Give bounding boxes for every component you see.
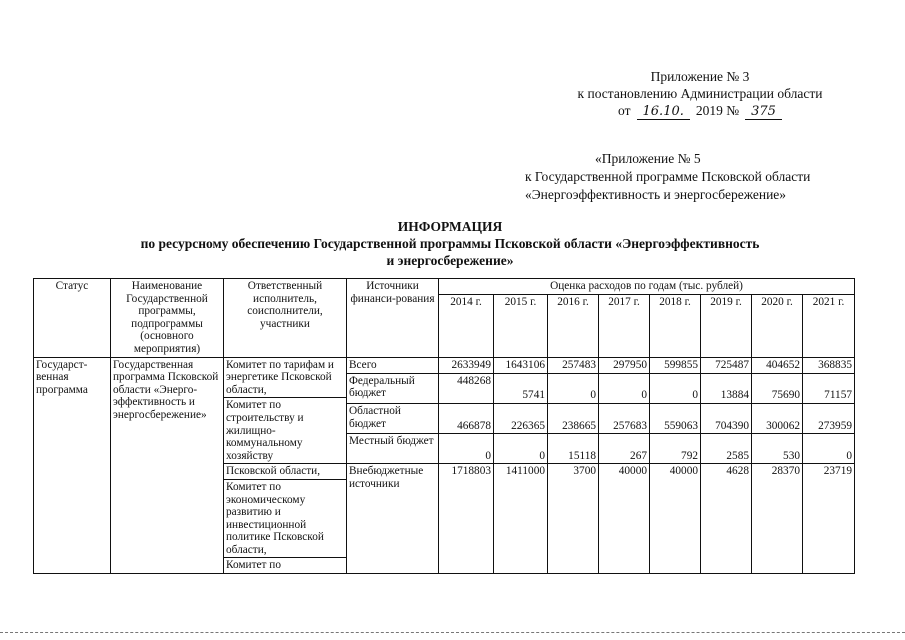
value-cell: 0 [494, 434, 548, 464]
value-cell: 0 [548, 373, 599, 403]
value-cell: 23719 [803, 464, 855, 574]
header-year: 2018 г. [650, 294, 701, 357]
page-edge-divider [0, 632, 905, 633]
executor-cell-continued [224, 464, 347, 574]
header-estimate: Оценка расходов по годам (тыс. рублей) [439, 279, 855, 295]
value-cell: 226365 [494, 403, 548, 433]
value-cell: 466878 [439, 403, 494, 433]
executor-3: Псковской области, [226, 465, 321, 478]
value-cell: 559063 [650, 403, 701, 433]
header-name: Наименование Государственной программы, подпрограммы (основного мероприятия) [111, 279, 224, 358]
value-cell: 28370 [752, 464, 803, 574]
value-cell: 1643106 [494, 357, 548, 373]
value-cell: 5741 [494, 373, 548, 403]
title-line2: по ресурсному обеспечению Государственной программы Псковской области «Энергоэффективность [140, 236, 760, 251]
appendix-year: 2019 № [695, 103, 740, 118]
appendix-prefix: от [618, 103, 631, 118]
value-cell: 725487 [701, 357, 752, 373]
value-cell: 599855 [650, 357, 701, 373]
header-year: 2020 г. [752, 294, 803, 357]
executor-5: Комитет по [224, 557, 346, 573]
source-cell: Федеральный бюджет [347, 373, 439, 403]
program-name-cell: Государственная программа Псковской области «Энерго-эффективность и энергосбережение» [111, 357, 224, 574]
value-cell: 1718803 [439, 464, 494, 574]
executor-1: Комитет по тарифам и энергетике Псковской области, [226, 358, 334, 396]
header-row-1 [34, 279, 855, 295]
value-cell: 0 [803, 434, 855, 464]
source-cell: Внебюджетные источники [347, 464, 439, 574]
value-cell: 404652 [752, 357, 803, 373]
title-line3: и энергосбережение» [386, 253, 514, 268]
source-cell: Областной бюджет [347, 403, 439, 433]
value-cell: 297950 [599, 357, 650, 373]
value-cell: 0 [650, 373, 701, 403]
value-cell: 40000 [650, 464, 701, 574]
value-cell: 75690 [752, 373, 803, 403]
value-cell: 448268 [439, 373, 494, 403]
header-status: Статус [34, 279, 111, 358]
appendix-date-line [555, 102, 845, 120]
header-year: 2019 г. [701, 294, 752, 357]
value-cell: 40000 [599, 464, 650, 574]
value-cell: 2633949 [439, 357, 494, 373]
value-cell: 0 [599, 373, 650, 403]
appendix2-header [525, 150, 865, 204]
header-year: 2014 г. [439, 294, 494, 357]
executor-cell [224, 357, 347, 464]
value-cell: 1411000 [494, 464, 548, 574]
appendix-subtitle: к постановлению Администрации области [577, 86, 823, 101]
handwritten-date: 16.10. [637, 105, 690, 120]
value-cell: 0 [439, 434, 494, 464]
header-year: 2017 г. [599, 294, 650, 357]
header-source: Источники финанси-рования [347, 279, 439, 358]
appendix-header [555, 68, 845, 120]
appendix2-line3: «Энергоэффективность и энергосбережение» [525, 187, 787, 202]
title-line1: ИНФОРМАЦИЯ [397, 219, 503, 234]
value-cell: 704390 [701, 403, 752, 433]
executor-4: Комитет по экономическому развитию и инвестиционной политике Псковской области, [224, 479, 346, 558]
value-cell: 368835 [803, 357, 855, 373]
header-year: 2016 г. [548, 294, 599, 357]
value-cell: 300062 [752, 403, 803, 433]
executor-2: Комитет по строительству и жилищно-коммунальному хозяйству [224, 397, 346, 463]
value-cell: 267 [599, 434, 650, 464]
value-cell: 273959 [803, 403, 855, 433]
document-title [60, 218, 840, 269]
value-cell: 530 [752, 434, 803, 464]
status-cell: Государст-венная программа [34, 357, 111, 574]
header-executor: Ответственный исполнитель, соисполнители, участники [224, 279, 347, 358]
value-cell: 4628 [701, 464, 752, 574]
value-cell: 3700 [548, 464, 599, 574]
appendix2-title: «Приложение № 5 [595, 151, 701, 166]
table-row [34, 357, 855, 373]
appendix-title: Приложение № 3 [650, 69, 750, 84]
header-year: 2015 г. [494, 294, 548, 357]
value-cell: 15118 [548, 434, 599, 464]
value-cell: 257683 [599, 403, 650, 433]
value-cell: 238665 [548, 403, 599, 433]
resource-table [33, 278, 855, 574]
source-cell: Местный бюджет [347, 434, 439, 464]
value-cell: 257483 [548, 357, 599, 373]
value-cell: 71157 [803, 373, 855, 403]
header-year: 2021 г. [803, 294, 855, 357]
value-cell: 2585 [701, 434, 752, 464]
value-cell: 792 [650, 434, 701, 464]
appendix2-line2: к Государственной программе Псковской области [525, 169, 811, 184]
value-cell: 13884 [701, 373, 752, 403]
handwritten-number: 375 [745, 105, 782, 120]
source-cell: Всего [347, 357, 439, 373]
